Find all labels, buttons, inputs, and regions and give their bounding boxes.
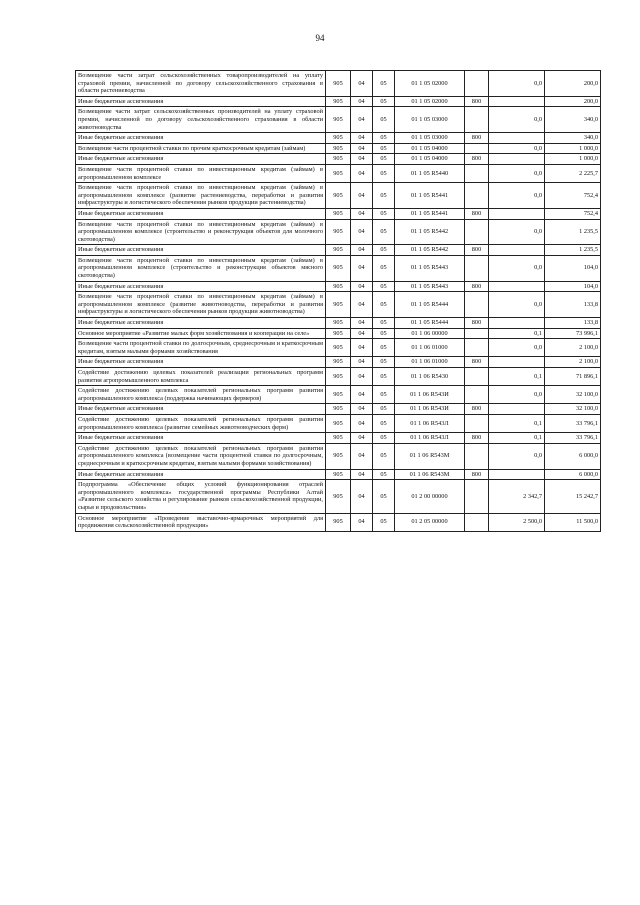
cell-vr (465, 143, 489, 154)
cell-vr (465, 480, 489, 513)
cell-csr: 01 1 05 04000 (395, 154, 465, 165)
cell-v2: 32 100,0 (545, 386, 601, 404)
cell-rz: 04 (351, 404, 373, 415)
cell-v1: 0,0 (489, 71, 545, 97)
cell-csr: 01 1 06 01000 (395, 357, 465, 368)
cell-rz: 04 (351, 96, 373, 107)
cell-name: Содействие достижению целевых показателей региональных программ развития агропромышленного комплекса (развитие семейных животноводческих ферм) (76, 414, 326, 432)
cell-v1: 2 500,0 (489, 513, 545, 531)
cell-v1 (489, 469, 545, 480)
cell-vr (465, 219, 489, 245)
cell-pr: 05 (373, 433, 395, 444)
cell-csr: 01 1 05 02000 (395, 71, 465, 97)
cell-name: Возмещение части процентной ставки по инвестиционным кредитам (займам) в агропромышленном комплексе (76, 164, 326, 182)
cell-vr (465, 443, 489, 469)
cell-v2: 2 100,0 (545, 357, 601, 368)
cell-name: Возмещение части процентной ставки по инвестиционным кредитам (займам) в агропромышленном комплексе (строительство и реконструкция объектов мясного скотоводства) (76, 255, 326, 281)
cell-vr: 800 (465, 433, 489, 444)
cell-v1: 0,1 (489, 414, 545, 432)
cell-v2: 104,0 (545, 255, 601, 281)
table-row (76, 133, 601, 144)
cell-name: Возмещение части процентной ставки по инвестиционным кредитам (займам) в агропромышленном комплексе (строительство и реконструкция объектов для молочного скотоводства) (76, 219, 326, 245)
cell-v2: 73 996,1 (545, 328, 601, 339)
cell-v1 (489, 154, 545, 165)
cell-pr: 05 (373, 245, 395, 256)
cell-vr (465, 71, 489, 97)
cell-name: Возмещение части затрат сельскохозяйственных товаропроизводителей на уплату страховой премии, начисленной по договору сельскохозяйственного страхования в области растениеводства (76, 71, 326, 97)
cell-rz: 04 (351, 143, 373, 154)
cell-name: Основное мероприятие «Развитие малых форм хозяйствования и кооперации на селе» (76, 328, 326, 339)
cell-v1: 0,0 (489, 443, 545, 469)
cell-v2: 752,4 (545, 208, 601, 219)
cell-v1 (489, 281, 545, 292)
cell-rz: 04 (351, 208, 373, 219)
cell-name: Содействие достижению целевых показателей региональных программ развития агропромышленного комплекса (поддержка начинающих фермеров) (76, 386, 326, 404)
table-row (76, 443, 601, 469)
cell-v2: 15 242,7 (545, 480, 601, 513)
cell-pr: 05 (373, 71, 395, 97)
cell-csr: 01 1 05 03000 (395, 107, 465, 133)
cell-rz: 04 (351, 480, 373, 513)
table-row (76, 404, 601, 415)
cell-rz: 04 (351, 281, 373, 292)
cell-rz: 04 (351, 433, 373, 444)
cell-rz: 04 (351, 255, 373, 281)
table-row (76, 414, 601, 432)
cell-csr: 01 1 05 04000 (395, 143, 465, 154)
cell-v1: 0,0 (489, 255, 545, 281)
table-row (76, 281, 601, 292)
cell-name: Подпрограмма «Обеспечение общих условий функционирования отраслей агропромышленного комплекса» государственной программы Республики Алтай «Развитие сельского хозяйства и регулирование рынков сельскохозяйственной продукции, сырья и продовольствия» (76, 480, 326, 513)
cell-pr: 05 (373, 255, 395, 281)
cell-v2: 2 225,7 (545, 164, 601, 182)
cell-vr (465, 414, 489, 432)
cell-name: Содействие достижению целевых показателей реализации региональных программ развития агропромышленного комплекса (76, 368, 326, 386)
cell-ved: 905 (326, 219, 351, 245)
cell-pr: 05 (373, 154, 395, 165)
cell-ved: 905 (326, 96, 351, 107)
cell-name: Возмещение части процентной ставки по инвестиционным кредитам (займам) в агропромышленном комплексе (развитие растениеводства, переработки и развития инфраструктуры и логистического обеспечения рынков продукции растениеводства) (76, 183, 326, 209)
cell-csr: 01 1 05 R5444 (395, 292, 465, 318)
cell-ved: 905 (326, 414, 351, 432)
cell-ved: 905 (326, 183, 351, 209)
cell-ved: 905 (326, 328, 351, 339)
table-row (76, 164, 601, 182)
cell-vr: 800 (465, 318, 489, 329)
cell-rz: 04 (351, 339, 373, 357)
table-row (76, 154, 601, 165)
table-row (76, 183, 601, 209)
cell-rz: 04 (351, 513, 373, 531)
cell-v1: 0,1 (489, 368, 545, 386)
cell-ved: 905 (326, 404, 351, 415)
cell-csr: 01 1 06 01000 (395, 339, 465, 357)
cell-pr: 05 (373, 133, 395, 144)
table-row (76, 208, 601, 219)
cell-pr: 05 (373, 513, 395, 531)
cell-rz: 04 (351, 164, 373, 182)
cell-v2: 133,8 (545, 292, 601, 318)
cell-csr: 01 1 05 R5443 (395, 281, 465, 292)
cell-csr: 01 1 06 R543М (395, 469, 465, 480)
cell-v1: 0,0 (489, 386, 545, 404)
cell-name: Иные бюджетные ассигнования (76, 433, 326, 444)
cell-ved: 905 (326, 281, 351, 292)
cell-v2: 1 000,0 (545, 154, 601, 165)
cell-ved: 905 (326, 245, 351, 256)
cell-csr: 01 1 05 R5443 (395, 255, 465, 281)
cell-pr: 05 (373, 368, 395, 386)
table-row (76, 71, 601, 97)
cell-csr: 01 1 05 R5442 (395, 245, 465, 256)
cell-v2: 340,0 (545, 133, 601, 144)
cell-pr: 05 (373, 208, 395, 219)
cell-pr: 05 (373, 443, 395, 469)
cell-v2: 104,0 (545, 281, 601, 292)
table-row (76, 96, 601, 107)
cell-ved: 905 (326, 433, 351, 444)
page-number: 94 (315, 33, 325, 43)
table-row (76, 255, 601, 281)
cell-v2: 200,0 (545, 96, 601, 107)
cell-v1 (489, 96, 545, 107)
cell-vr (465, 328, 489, 339)
cell-rz: 04 (351, 245, 373, 256)
cell-rz: 04 (351, 318, 373, 329)
cell-vr (465, 183, 489, 209)
cell-rz: 04 (351, 328, 373, 339)
cell-rz: 04 (351, 443, 373, 469)
cell-pr: 05 (373, 164, 395, 182)
cell-vr (465, 292, 489, 318)
cell-vr: 800 (465, 357, 489, 368)
cell-v2: 133,8 (545, 318, 601, 329)
cell-vr (465, 255, 489, 281)
cell-v1 (489, 404, 545, 415)
table-row (76, 357, 601, 368)
cell-pr: 05 (373, 469, 395, 480)
cell-pr: 05 (373, 292, 395, 318)
table-row (76, 292, 601, 318)
cell-csr: 01 1 06 00000 (395, 328, 465, 339)
cell-v2: 752,4 (545, 183, 601, 209)
cell-rz: 04 (351, 292, 373, 318)
cell-csr: 01 2 00 00000 (395, 480, 465, 513)
cell-name: Содействие достижению целевых показателей региональных программ развития агропромышленного комплекса (возмещение части процентной ставки по долгосрочным, среднесрочным и краткосрочным кредитам, взятым малыми формами хозяйствования) (76, 443, 326, 469)
cell-pr: 05 (373, 480, 395, 513)
cell-vr (465, 368, 489, 386)
cell-pr: 05 (373, 183, 395, 209)
table-row (76, 339, 601, 357)
table-row (76, 219, 601, 245)
cell-ved: 905 (326, 318, 351, 329)
table-row (76, 386, 601, 404)
cell-ved: 905 (326, 339, 351, 357)
cell-pr: 05 (373, 281, 395, 292)
cell-v1: 0,0 (489, 143, 545, 154)
table-row (76, 318, 601, 329)
cell-v1: 0,1 (489, 328, 545, 339)
cell-csr: 01 1 06 R543Л (395, 414, 465, 432)
cell-v2: 32 100,0 (545, 404, 601, 415)
cell-ved: 905 (326, 143, 351, 154)
cell-ved: 905 (326, 292, 351, 318)
cell-csr: 01 1 06 R5430 (395, 368, 465, 386)
cell-pr: 05 (373, 219, 395, 245)
cell-v1: 0,0 (489, 107, 545, 133)
cell-ved: 905 (326, 386, 351, 404)
cell-vr: 800 (465, 96, 489, 107)
cell-pr: 05 (373, 107, 395, 133)
cell-vr: 800 (465, 281, 489, 292)
cell-name: Иные бюджетные ассигнования (76, 133, 326, 144)
cell-vr: 800 (465, 404, 489, 415)
cell-csr: 01 1 05 02000 (395, 96, 465, 107)
cell-vr: 800 (465, 154, 489, 165)
cell-rz: 04 (351, 414, 373, 432)
cell-csr: 01 1 05 R5444 (395, 318, 465, 329)
cell-vr: 800 (465, 469, 489, 480)
cell-v2: 71 896,1 (545, 368, 601, 386)
cell-v1: 0,1 (489, 433, 545, 444)
cell-ved: 905 (326, 255, 351, 281)
table-row (76, 328, 601, 339)
cell-rz: 04 (351, 357, 373, 368)
cell-name: Основное мероприятие «Проведение выставочно-ярмарочных мероприятий для продвижения сельскохозяйственной продукции» (76, 513, 326, 531)
cell-v2: 1 235,5 (545, 219, 601, 245)
cell-name: Иные бюджетные ассигнования (76, 245, 326, 256)
cell-ved: 905 (326, 164, 351, 182)
cell-v1: 0,0 (489, 164, 545, 182)
cell-pr: 05 (373, 404, 395, 415)
table-row (76, 469, 601, 480)
cell-ved: 905 (326, 357, 351, 368)
cell-pr: 05 (373, 386, 395, 404)
cell-pr: 05 (373, 357, 395, 368)
cell-v1 (489, 245, 545, 256)
cell-v1 (489, 318, 545, 329)
cell-csr: 01 1 05 03000 (395, 133, 465, 144)
cell-csr: 01 2 05 00000 (395, 513, 465, 531)
cell-name: Иные бюджетные ассигнования (76, 208, 326, 219)
cell-v1: 0,0 (489, 219, 545, 245)
cell-pr: 05 (373, 414, 395, 432)
cell-name: Иные бюджетные ассигнования (76, 281, 326, 292)
cell-pr: 05 (373, 328, 395, 339)
cell-name: Возмещение части процентной ставки по долгосрочным, среднесрочным и краткосрочным кредитам, взятым малыми формами хозяйствования (76, 339, 326, 357)
table-row (76, 368, 601, 386)
cell-ved: 905 (326, 71, 351, 97)
cell-rz: 04 (351, 133, 373, 144)
cell-v2: 1 000,0 (545, 143, 601, 154)
cell-v2: 6 000,0 (545, 469, 601, 480)
cell-vr: 800 (465, 208, 489, 219)
cell-name: Возмещение части процентной ставки по инвестиционным кредитам (займам) в агропромышленном комплексе (развитие животноводства, переработки и развития инфраструктуры и логистического обеспечения рынков продукции животноводства) (76, 292, 326, 318)
cell-v1: 0,0 (489, 339, 545, 357)
cell-vr (465, 513, 489, 531)
cell-name: Возмещение части процентной ставки по прочим краткосрочным кредитам (займам) (76, 143, 326, 154)
cell-ved: 905 (326, 480, 351, 513)
cell-vr (465, 164, 489, 182)
cell-rz: 04 (351, 183, 373, 209)
cell-ved: 905 (326, 368, 351, 386)
cell-v2: 33 796,1 (545, 414, 601, 432)
cell-rz: 04 (351, 154, 373, 165)
cell-v1: 2 342,7 (489, 480, 545, 513)
cell-v2: 33 796,1 (545, 433, 601, 444)
cell-csr: 01 1 06 R543И (395, 404, 465, 415)
cell-v2: 6 000,0 (545, 443, 601, 469)
cell-csr: 01 1 05 R5441 (395, 183, 465, 209)
cell-v1: 0,0 (489, 292, 545, 318)
cell-name: Иные бюджетные ассигнования (76, 154, 326, 165)
cell-ved: 905 (326, 513, 351, 531)
cell-csr: 01 1 06 R543И (395, 386, 465, 404)
cell-v1: 0,0 (489, 183, 545, 209)
cell-v1 (489, 133, 545, 144)
cell-v2: 200,0 (545, 71, 601, 97)
cell-vr: 800 (465, 245, 489, 256)
cell-rz: 04 (351, 386, 373, 404)
cell-csr: 01 1 06 R543М (395, 443, 465, 469)
cell-v2: 2 100,0 (545, 339, 601, 357)
cell-csr: 01 1 06 R543Л (395, 433, 465, 444)
table-row (76, 480, 601, 513)
cell-csr: 01 1 05 R5441 (395, 208, 465, 219)
cell-pr: 05 (373, 143, 395, 154)
cell-name: Иные бюджетные ассигнования (76, 96, 326, 107)
cell-pr: 05 (373, 96, 395, 107)
cell-vr: 800 (465, 133, 489, 144)
cell-v2: 1 235,5 (545, 245, 601, 256)
cell-ved: 905 (326, 107, 351, 133)
cell-ved: 905 (326, 443, 351, 469)
cell-name: Иные бюджетные ассигнования (76, 404, 326, 415)
cell-rz: 04 (351, 107, 373, 133)
cell-rz: 04 (351, 469, 373, 480)
cell-pr: 05 (373, 339, 395, 357)
cell-ved: 905 (326, 208, 351, 219)
table-row (76, 245, 601, 256)
table-row (76, 513, 601, 531)
cell-rz: 04 (351, 71, 373, 97)
cell-name: Иные бюджетные ассигнования (76, 318, 326, 329)
cell-vr (465, 339, 489, 357)
cell-vr (465, 107, 489, 133)
cell-rz: 04 (351, 219, 373, 245)
cell-vr (465, 386, 489, 404)
cell-name: Возмещение части затрат сельскохозяйственных производителей на уплату страховой премии, начисленной по договору сельскохозяйственного страхования в области животноводства (76, 107, 326, 133)
cell-rz: 04 (351, 368, 373, 386)
cell-v1 (489, 208, 545, 219)
table-row (76, 143, 601, 154)
cell-csr: 01 1 05 R5440 (395, 164, 465, 182)
cell-name: Иные бюджетные ассигнования (76, 469, 326, 480)
cell-ved: 905 (326, 133, 351, 144)
cell-name: Иные бюджетные ассигнования (76, 357, 326, 368)
table-row (76, 107, 601, 133)
cell-ved: 905 (326, 469, 351, 480)
cell-ved: 905 (326, 154, 351, 165)
cell-csr: 01 1 05 R5442 (395, 219, 465, 245)
cell-v1 (489, 357, 545, 368)
cell-v2: 340,0 (545, 107, 601, 133)
cell-v2: 11 500,0 (545, 513, 601, 531)
table-row (76, 433, 601, 444)
cell-pr: 05 (373, 318, 395, 329)
budget-table (75, 70, 601, 532)
